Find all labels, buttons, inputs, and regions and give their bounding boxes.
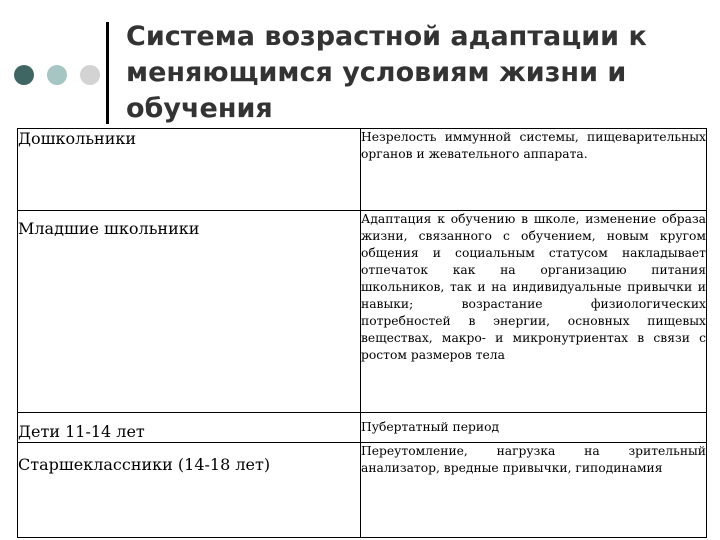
table-row — [18, 129, 707, 211]
description-cell: Пубертатный период — [361, 412, 707, 442]
description-cell: Переутомление, нагрузка на зрительный анализатор, вредные привычки, гиподинамия — [361, 442, 707, 537]
dot-light-icon — [47, 65, 67, 85]
dot-grey-icon — [80, 65, 100, 85]
table-row — [18, 211, 707, 412]
table-row — [18, 442, 707, 537]
dot-dark-icon — [14, 65, 34, 85]
slide-title: Система возрастной адаптации к меняющимся условиям жизни и обучения — [126, 21, 647, 124]
description-cell: Адаптация к обучению в школе, изменение образа жизни, связанного с обучением, новым кругом общения и социальным статусом накладывает отпечаток как на организацию питания школьников, так и на индивидуальные привычки и навыки; возрастание физиологических потребностей в энергии, основных пищевых веществах, макро- и микронутриентах в связи с ростом размеров тела — [361, 211, 707, 412]
age-group-cell: Дети 11-14 лет — [18, 412, 361, 442]
age-group-cell: Младшие школьники — [18, 211, 361, 412]
age-group-cell: Старшеклассники (14-18 лет) — [18, 442, 361, 537]
age-group-cell: Дошкольники — [18, 129, 361, 211]
description-cell: Незрелость иммунной системы, пищеварительных органов и жевательного аппарата. — [361, 129, 707, 211]
adaptation-table — [17, 128, 707, 538]
title-divider — [106, 22, 109, 124]
decorative-dots — [14, 65, 104, 87]
table-row — [18, 412, 707, 442]
